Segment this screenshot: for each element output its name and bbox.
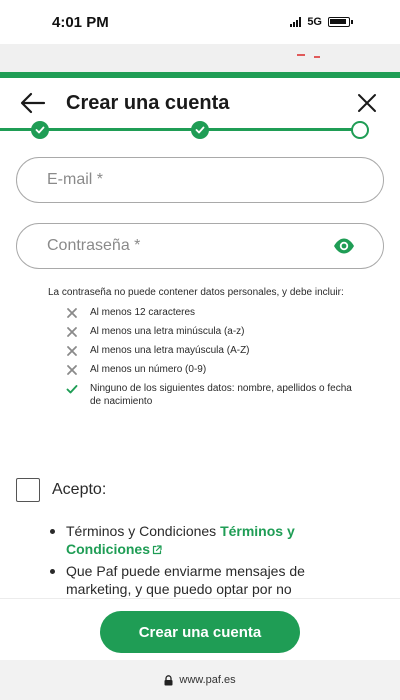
list-item — [50, 522, 350, 558]
network-label: 5G — [307, 16, 322, 28]
step-3-current — [351, 121, 369, 139]
password-rule-text: Ninguno de los siguientes datos: nombre, apellidos o fecha de nacimiento — [90, 383, 352, 407]
battery-icon — [328, 17, 350, 27]
terms-list — [50, 522, 350, 602]
cross-icon — [66, 326, 78, 338]
lock-icon — [164, 675, 173, 686]
password-rule-text: Al menos un número (0-9) — [90, 364, 207, 375]
password-rule-text: Al menos una letra minúscula (a-z) — [90, 326, 245, 337]
password-requirements — [48, 286, 358, 414]
status-indicators — [290, 16, 350, 28]
password-rule-text: Al menos 12 caracteres — [90, 307, 196, 318]
progress-stepper — [0, 120, 400, 140]
close-icon — [356, 92, 378, 114]
password-requirements-intro: La contraseña no puede contener datos personales, y debe incluir: — [48, 287, 344, 298]
list-item — [50, 562, 350, 598]
password-rule-item — [66, 344, 358, 357]
external-link-icon — [152, 545, 162, 555]
password-rule-item — [66, 306, 358, 319]
url-text: www.paf.es — [179, 674, 236, 686]
eye-icon[interactable] — [333, 237, 355, 255]
cross-icon — [66, 364, 78, 376]
background-site-header — [0, 44, 400, 72]
browser-url-bar[interactable] — [0, 660, 400, 700]
background-decoration — [314, 56, 320, 60]
stepper-track — [0, 128, 352, 131]
check-icon — [195, 125, 205, 135]
password-input[interactable] — [47, 237, 327, 255]
password-rule-text: Al menos una letra mayúscula (A-Z) — [90, 345, 250, 356]
background-site-accent-line — [0, 72, 400, 78]
password-field[interactable] — [16, 223, 384, 269]
accept-checkbox[interactable] — [16, 478, 40, 502]
email-input[interactable] — [47, 171, 327, 189]
terms-link-text: Términos y Condiciones — [66, 523, 295, 557]
status-bar — [0, 0, 400, 44]
status-time: 4:01 PM — [52, 13, 109, 31]
modal-header — [0, 86, 400, 120]
password-rule-item — [66, 382, 358, 408]
terms-prefix-text: Términos y Condiciones — [66, 523, 221, 539]
signal-icon — [290, 17, 301, 27]
footer-bar — [0, 598, 400, 660]
back-button[interactable] — [20, 92, 46, 114]
step-2-complete — [191, 121, 209, 139]
cross-icon — [66, 307, 78, 319]
email-field[interactable] — [16, 157, 384, 203]
arrow-left-icon — [20, 92, 46, 114]
cross-icon — [66, 345, 78, 357]
step-1-complete — [31, 121, 49, 139]
background-decoration — [297, 54, 305, 58]
check-icon — [66, 383, 78, 395]
check-icon — [35, 125, 45, 135]
accept-row — [16, 478, 106, 502]
accept-label: Acepto: — [52, 481, 107, 498]
marketing-consent-text: Que Paf puede enviarme mensajes de marketing, y que puedo optar por no — [66, 563, 305, 597]
create-account-button[interactable]: Crear una cuenta — [100, 611, 300, 653]
password-rule-item — [66, 325, 358, 338]
page-title: Crear una cuenta — [66, 92, 230, 114]
password-rule-item — [66, 363, 358, 376]
close-button[interactable] — [356, 92, 378, 114]
